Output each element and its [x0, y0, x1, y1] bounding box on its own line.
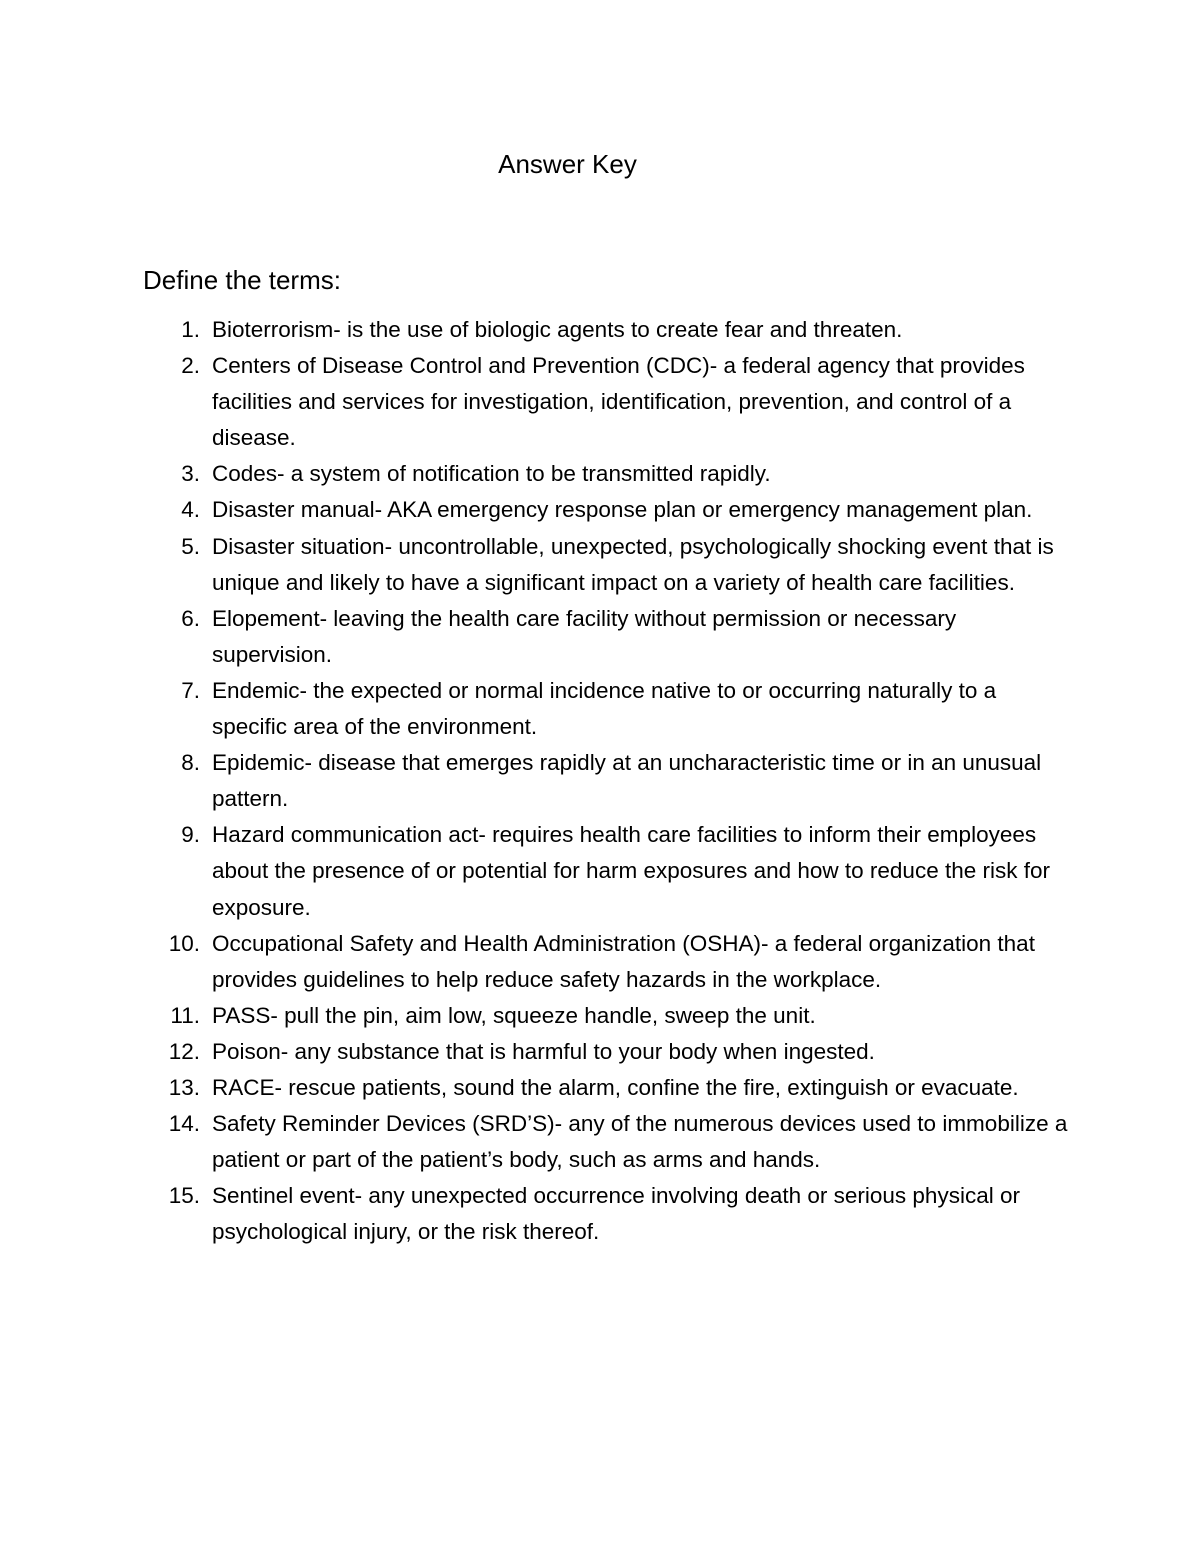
term-number: 12. [168, 1038, 200, 1064]
term-number: 10. [168, 930, 200, 956]
document-title: Answer Key [498, 149, 637, 179]
term-text: Disaster situation- uncontrollable, unexpected, psychologically shocking event that is unique and likely to have a significant impact on a variety of health care facilities. [212, 533, 1054, 595]
term-item-13 [0, 1070, 1072, 1106]
term-text: Endemic- the expected or normal incidence native to or occurring naturally to a specific area of the environment. [212, 677, 997, 740]
term-item-7 [0, 673, 1072, 745]
terms-list [0, 312, 1200, 1250]
term-text: Poison- any substance that is harmful to your body when ingested. [212, 1038, 875, 1064]
term-number: 9. [181, 822, 200, 848]
term-number: 5. [181, 533, 200, 559]
term-item-2 [0, 348, 1072, 456]
term-number: 1. [181, 317, 200, 342]
term-item-11 [0, 998, 1072, 1034]
term-number: 3. [181, 461, 200, 487]
term-text: Safety Reminder Devices (SRD’S)- any of the numerous devices used to immobilize a patient or part of the patient’s body, such as arms and hands. [212, 1111, 1068, 1173]
term-number: 15. [168, 1183, 200, 1209]
term-number: 6. [181, 605, 200, 631]
term-text: Hazard communication act- requires health care facilities to inform their employees about the presence of or potential for harm exposures and how to reduce the risk for exposure. [212, 822, 1050, 920]
term-text: Centers of Disease Control and Prevention (CDC)- a federal agency that provides facilities and services for investigation, identification, prevention, and control of a disease. [212, 353, 1025, 451]
term-number: 14. [168, 1111, 200, 1137]
term-text: Disaster manual- AKA emergency response plan or emergency management plan. [212, 497, 1033, 523]
term-text: PASS- pull the pin, aim low, squeeze handle, sweep the unit. [212, 1002, 816, 1028]
section-heading: Define the terms: [143, 265, 341, 295]
term-number: 7. [181, 677, 200, 703]
term-item-12 [0, 1034, 1072, 1070]
term-item-4 [0, 492, 1072, 528]
term-text: Sentinel event- any unexpected occurrence involving death or serious physical or psychological injury, or the risk thereof. [212, 1183, 1020, 1245]
term-item-9 [0, 817, 1072, 925]
term-number: 11. [170, 1002, 200, 1028]
term-item-3 [0, 456, 1072, 492]
term-item-15 [0, 1178, 1072, 1250]
term-number: 2. [181, 353, 200, 379]
term-text: RACE- rescue patients, sound the alarm, confine the fire, extinguish or evacuate. [212, 1074, 1019, 1100]
term-item-1 [0, 312, 1072, 348]
term-text: Occupational Safety and Health Administration (OSHA)- a federal organization that provides guidelines to help reduce safety hazards in the workplace. [212, 930, 1035, 992]
term-item-6 [0, 601, 1072, 673]
term-text: Elopement- leaving the health care facility without permission or necessary supervision. [212, 605, 957, 667]
term-number: 4. [181, 497, 200, 523]
term-number: 13. [168, 1074, 200, 1100]
term-item-5 [0, 529, 1072, 601]
term-item-8 [0, 745, 1072, 817]
term-item-10 [0, 926, 1072, 998]
term-text: Codes- a system of notification to be transmitted rapidly. [212, 461, 771, 487]
term-number: 8. [181, 750, 200, 776]
term-text: Bioterrorism- is the use of biologic agents to create fear and threaten. [212, 317, 903, 342]
term-item-14 [0, 1106, 1072, 1178]
term-text: Epidemic- disease that emerges rapidly at an uncharacteristic time or in an unusual pattern. [212, 750, 1042, 812]
